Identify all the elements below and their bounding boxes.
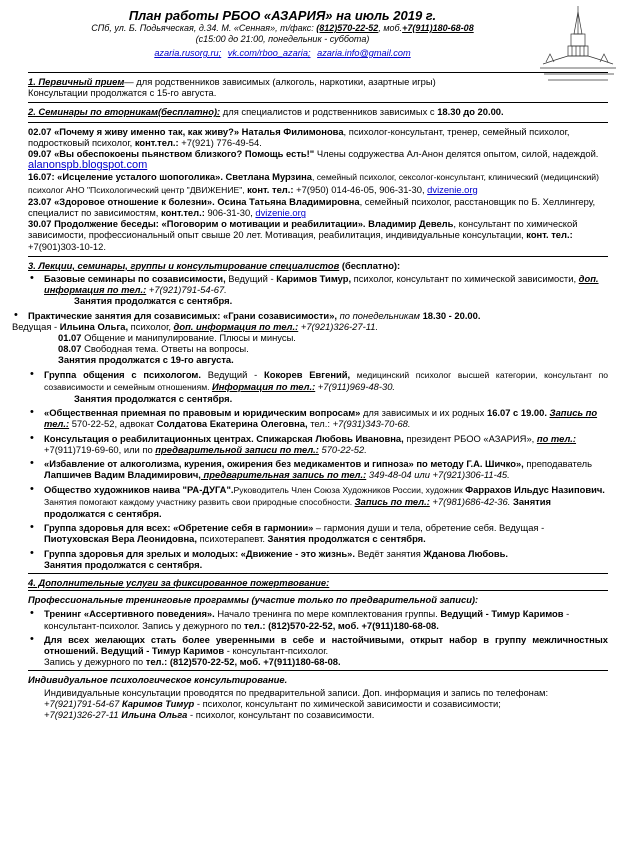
dvizenie-link[interactable]: dvizenie.org	[427, 183, 478, 195]
divider	[28, 590, 608, 591]
page-title: План работы РБОО «АЗАРИЯ» на июль 2019 г.	[128, 8, 437, 23]
header	[30, 8, 535, 59]
header-links	[30, 48, 535, 59]
individual-title: Индивидуальное психологическое консультирование.	[28, 674, 288, 686]
divider	[28, 72, 608, 73]
list-item: • Группа здоровья для зрелых и молодых: «Движение - это жизнь». Ведёт занятия Жданова Любовь. Занятия продолжатся с сентября.	[28, 548, 608, 570]
list-item: • Консультация о реабилитационных центрах. Спижарская Любовь Ивановна, президент РБОО «АЗАРИЯ», по тел.: +7(911)719-69-60, или по предварительной записи по тел.: 570-22-52.	[28, 433, 608, 455]
divider	[28, 670, 608, 671]
individual-contact: +7(921)326-27-11 Ильина Ольга - психолог, консультант по созависимости.	[44, 708, 375, 720]
trainings-title: Профессиональные тренинговые программы (участие только по предварительной записи):	[28, 594, 479, 606]
divider	[28, 122, 608, 123]
seminar-item: 09.07 «Вы обеспокоены пьянством близкого? Помощь есть!" Члены содружества Ал-Анон делятся опытом, силой, надеждой. alanonspb.blogspot.com	[28, 148, 599, 172]
seminar-item: 02.07 «Почему я живу именно так, как живу?» Наталья Филимонова, психолог-консультант, тренер, семейный психолог, подростковый психолог, конт.тел.: +7(921) 776-49-54.	[28, 125, 570, 148]
section-extra-title: 4. Дополнительные услуги за фиксированное пожертвование:	[28, 576, 330, 588]
email-link[interactable]: azaria.info@gmail.com	[317, 48, 411, 58]
individual-contact: +7(921)791-54-67 Каримов Тимур - психолог, консультант по химической зависимости и созависимости;	[44, 697, 501, 709]
divider	[28, 256, 608, 257]
trainings-list	[28, 608, 608, 667]
dvizenie-link[interactable]: dvizenie.org	[255, 207, 306, 219]
individual-text: Индивидуальные консультации проводятся по предварительной записи. Доп. информация и запись по телефонам:	[44, 686, 549, 698]
list-item: • «Общественная приемная по правовым и юридическим вопросам» для зависимых и их родных 16.07 с 19.00. Запись по тел.: 570-22-52, адвокат Солдатова Екатерина Олеговна, тел.: +7(931)343-70-68.	[28, 407, 608, 429]
list-item: • Практические занятия для созависимых: «Грани созависимости», по понедельникам 18.30 - 20.00. Ведущая - Ильина Ольга, психолог, доп. информация по тел.: +7(921)326-27-11. 01.07 Общение и манипулирование. Плюсы и минусы. 08.07 Свободная тема. Ответы на вопросы. Занятия продолжатся с 19-го августа.	[12, 310, 608, 366]
list-item: • Группа общения с психологом. Ведущий - Кокорев Евгений, медицинский психолог высшей категории, консультант по созависимости и семейным отношениям. Информация по тел.: +7(911)969-48-30. Занятия продолжатся с сентября.	[28, 369, 608, 405]
list-item: • «Избавление от алкоголизма, курения, ожирения без медикаментов и гипноза» по методу Г.А. Шичко», преподаватель Лапшичев Вадим Владимирович, предварительная запись по тел.: 349-48-04 или +7(921)306-11-45.	[28, 458, 608, 480]
divider	[28, 573, 608, 574]
content	[12, 70, 608, 720]
list-item: • Тренинг «Ассертивного поведения». Начало тренинга по мере комплектования группы. Ведущий - Тимур Каримов - консультант-психолог. Запись у дежурного по тел.: (812)570-22-52, моб. +7(911)180-68-08.	[28, 608, 608, 630]
vk-link[interactable]: vk.com/rboo_azaria;	[227, 48, 311, 58]
hours: (с15:00 до 21:00, понедельник - суббота)	[195, 34, 370, 44]
divider	[28, 102, 608, 103]
alanon-link[interactable]: alanonspb.blogspot.com	[28, 159, 148, 172]
list-item: • Базовые семинары по созависимости, Ведущий - Каримов Тимур, психолог, консультант по химической зависимости, доп. информация по тел.: +7(921)791-54-67. Занятия продолжатся с сентября.	[28, 273, 608, 307]
seminar-item: 30.07 Продолжение беседы: «Поговорим о мотивации и реабилитации». Владимир Девель, консультант по химической зависимости, профессиональный опыт свыше 20 лет. Мотивация, реабилитация, индивидуальные консультации, конт. тел.: +7(901)303-10-12.	[28, 218, 578, 252]
seminar-item: 23.07 «Здоровое отношение к болезни». Осина Татьяна Владимировна, семейный психолог, расстановщик по Б. Хеллингеру, специалист по зависимостям, конт.тел.: 906-31-30, dvizenie.org	[28, 195, 596, 219]
site-link[interactable]: azaria.rusorg.ru;	[154, 48, 222, 58]
seminar-item: 16.07: «Исцеление усталого шопоголика». Светлана Мурзина, семейный психолог, сексолог-консультант, клинический (медицинский) психолог АНО "Психологический центр "ДВИЖЕНИЕ", конт. тел.: +7(950) 014-46-05, 906-31-30, dvizenie.org	[28, 171, 599, 195]
section-primary: 1. Первичный прием— для родственников зависимых (алкоголь, наркотики, азартные игры) Консультации продолжатся с 15-го августа.	[28, 76, 436, 99]
section-lectures-title: 3. Лекции, семинары, группы и консультирование специалистов (бесплатно):	[28, 259, 401, 271]
section-seminars-title: 2. Семинары по вторникам(бесплатно): для специалистов и родственников зависимых с 18.30 до 20.00.	[28, 106, 504, 118]
lectures-list	[12, 273, 608, 570]
address-line: СПб, ул. Б. Подьяческая, д.34. М. «Сенная», т/факс: (812)570-22-52, моб.+7(911)180-68-08	[91, 23, 474, 33]
list-item: • Общество художников наива "РА-ДУГА".Руководитель Член Союза Художников России, художник Фаррахов Ильдус Назипович. Занятия помогают каждому участнику развить свои природные способности. Запись по тел.: +7(981)686-42-36. Занятия продолжатся с сентября.	[28, 484, 608, 520]
list-item: • Группа здоровья для всех: «Обретение себя в гармонии» – гармония души и тела, обретение себя. Ведущая - Пиотуховская Вера Леонидовна, психотерапевт. Занятия продолжатся с сентября.	[28, 522, 608, 544]
list-item: • Для всех желающих стать более уверенными в себе и настойчивыми, открыт набор в группу межличностных отношений. Ведущий - Тимур Каримов - консультант-психолог. Запись у дежурного по тел.: (812)570-22-52, моб. +7(911)180-68-08.	[28, 634, 608, 668]
